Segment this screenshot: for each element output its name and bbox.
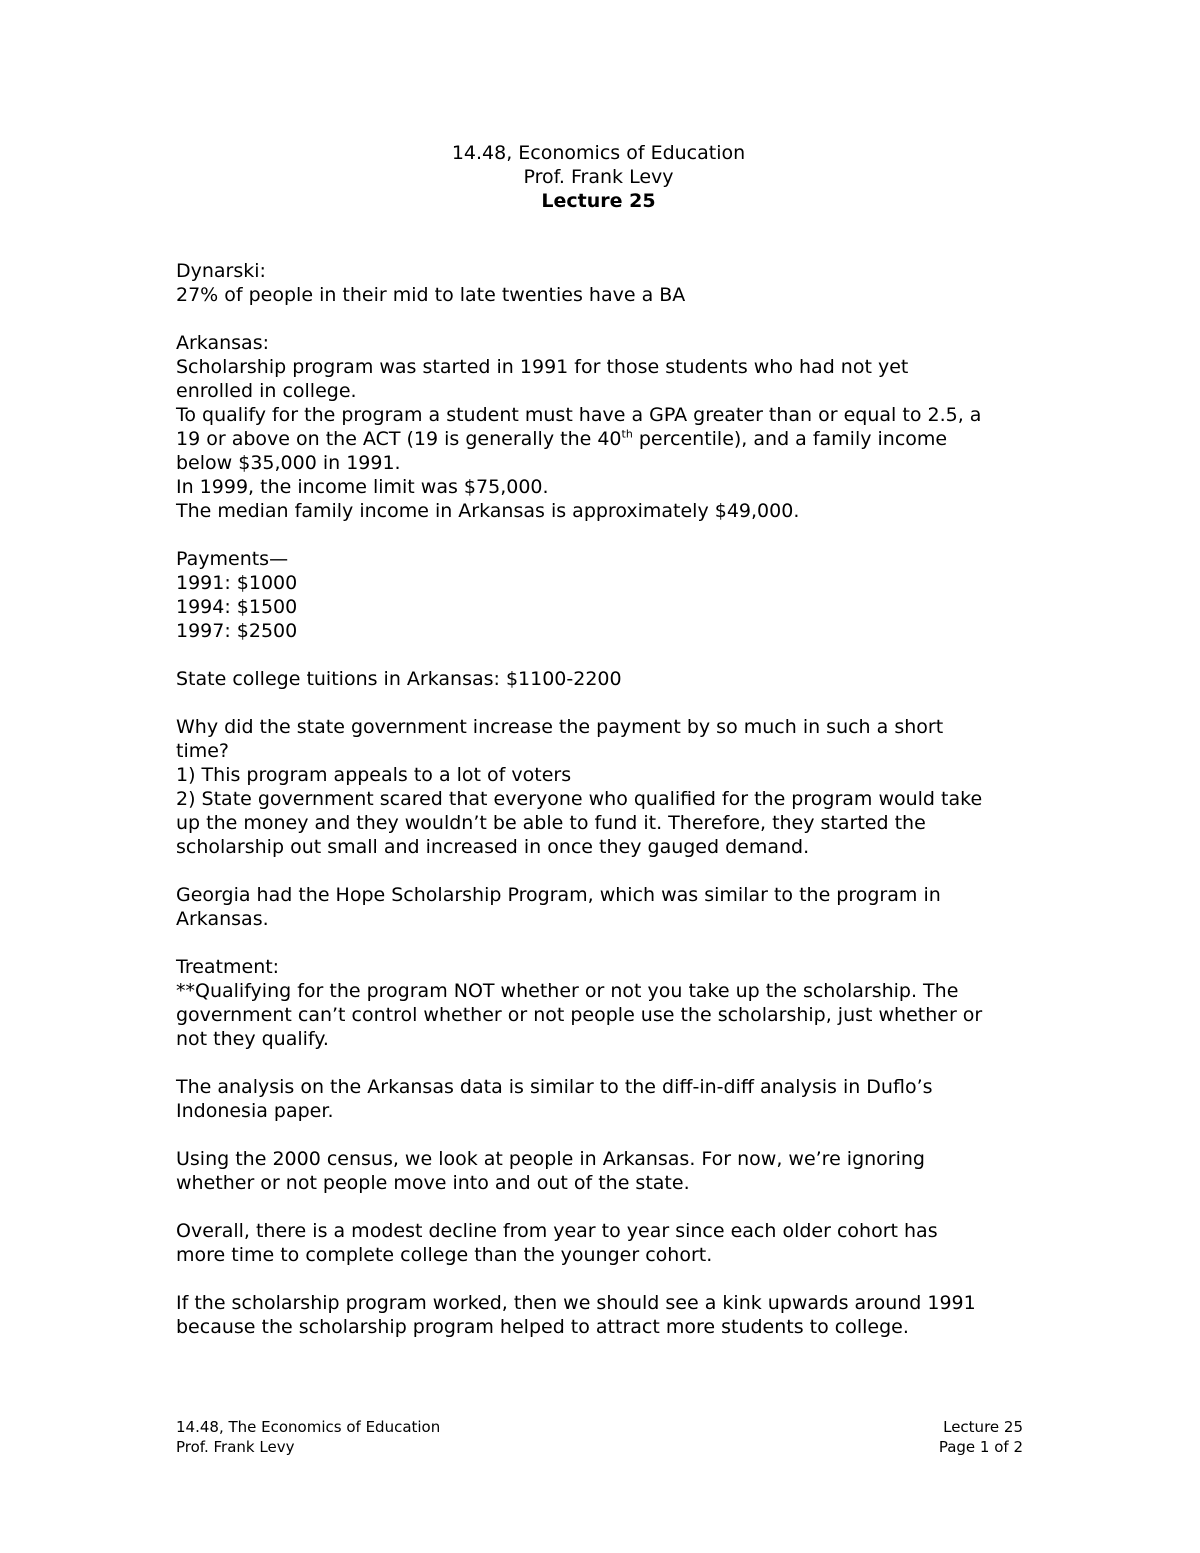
lecture-title: Lecture 25 <box>541 190 656 212</box>
page-number: Page 1 of 2 <box>938 1438 1023 1456</box>
paragraph-line: **Qualifying for the program NOT whether or not you take up the scholarship. The <box>176 980 959 1002</box>
paragraph-line: scholarship out small and increased in once they gauged demand. <box>176 836 810 858</box>
census-section <box>176 1147 1036 1195</box>
paragraph-line: enrolled in college. <box>176 380 357 402</box>
footer-professor: Prof. Frank Levy <box>176 1438 295 1456</box>
payments-heading: Payments— <box>176 548 289 570</box>
paragraph-line: more time to complete college than the younger cohort. <box>176 1244 713 1266</box>
paragraph-line: Overall, there is a modest decline from year to year since each older cohort has <box>176 1220 938 1242</box>
analysis-section <box>176 1075 1036 1123</box>
payment-item: 1997: $2500 <box>176 620 298 642</box>
dynarski-heading: Dynarski: <box>176 260 266 282</box>
arkansas-heading: Arkansas: <box>176 332 270 354</box>
treatment-heading: Treatment: <box>176 956 280 978</box>
paragraph-line: If the scholarship program worked, then we should see a kink upwards around 1991 <box>176 1292 976 1314</box>
paragraph-line: The median family income in Arkansas is approximately $49,000. <box>176 500 800 522</box>
paragraph-line: 1) This program appeals to a lot of voters <box>176 764 572 786</box>
paragraph-line: Georgia had the Hope Scholarship Program, which was similar to the program in <box>176 884 941 906</box>
paragraph-line: government can’t control whether or not people use the scholarship, just whether or <box>176 1004 983 1026</box>
paragraph-line: The analysis on the Arkansas data is similar to the diff-in-diff analysis in Duflo’s <box>176 1076 933 1098</box>
paragraph-line: not they qualify. <box>176 1028 329 1050</box>
treatment-section <box>176 955 1036 1051</box>
payments-section <box>176 547 1036 643</box>
footer-right <box>939 1417 1023 1457</box>
paragraph-line: below $35,000 in 1991. <box>176 452 401 474</box>
paragraph-line: 27% of people in their mid to late twenties have a BA <box>176 284 686 306</box>
paragraph-line: Indonesia paper. <box>176 1100 334 1122</box>
arkansas-section <box>176 331 1036 523</box>
document-body <box>176 259 1036 1339</box>
payment-item: 1994: $1500 <box>176 596 298 618</box>
dynarski-section <box>176 259 1036 307</box>
paragraph-line: Arkansas. <box>176 908 269 930</box>
document-header <box>0 141 1197 213</box>
paragraph-line: whether or not people move into and out of the state. <box>176 1172 690 1194</box>
georgia-section <box>176 883 1036 931</box>
paragraph-line: Using the 2000 census, we look at people in Arkansas. For now, we’re ignoring <box>176 1148 925 1170</box>
text-segment: 19 or above on the ACT (19 is generally the 40 <box>176 428 622 450</box>
paragraph-line: In 1999, the income limit was $75,000. <box>176 476 549 498</box>
overall-section <box>176 1219 1036 1267</box>
course-title: 14.48, Economics of Education <box>451 142 746 164</box>
paragraph-line: To qualify for the program a student must have a GPA greater than or equal to 2.5, a <box>176 404 982 426</box>
paragraph-line: time? <box>176 740 230 762</box>
paragraph-line: Scholarship program was started in 1991 for those students who had not yet <box>176 356 909 378</box>
footer-course: 14.48, The Economics of Education <box>176 1418 441 1436</box>
footer-left <box>176 1417 440 1457</box>
tuition-line: State college tuitions in Arkansas: $1100-2200 <box>176 668 622 690</box>
paragraph-line <box>176 427 1036 451</box>
footer-lecture: Lecture 25 <box>943 1418 1023 1436</box>
paragraph-line: up the money and they wouldn’t be able to fund it. Therefore, they started the <box>176 812 926 834</box>
kink-section <box>176 1291 1036 1339</box>
paragraph-line: because the scholarship program helped to attract more students to college. <box>176 1316 909 1338</box>
superscript: th <box>621 427 633 441</box>
payment-item: 1991: $1000 <box>176 572 298 594</box>
paragraph-line: Why did the state government increase the payment by so much in such a short <box>176 716 944 738</box>
why-section <box>176 715 1036 859</box>
professor-name: Prof. Frank Levy <box>523 166 674 188</box>
paragraph-line: 2) State government scared that everyone who qualified for the program would take <box>176 788 983 810</box>
text-segment: percentile), and a family income <box>632 428 948 450</box>
